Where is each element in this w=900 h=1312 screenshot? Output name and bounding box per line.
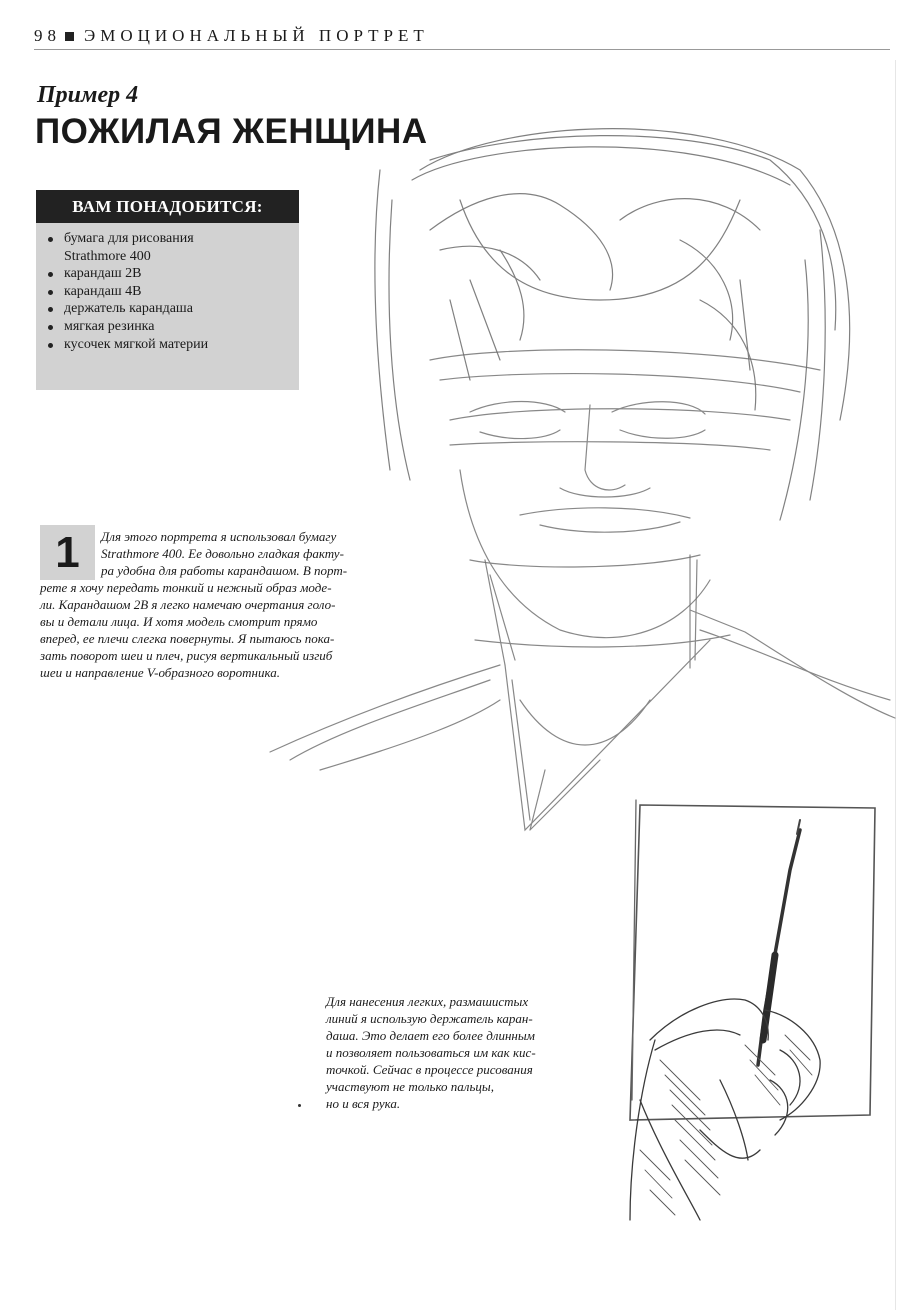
chapter-title: ЭМОЦИОНАЛЬНЫЙ ПОРТРЕТ [84, 26, 429, 45]
step-text-line: вперед, ее плечи слегка повернуты. Я пытаюсь пока- [40, 631, 335, 646]
list-item: мягкая резинка [48, 318, 299, 336]
list-item: держатель карандаша [48, 300, 299, 318]
supplies-box [36, 190, 299, 390]
list-item: кусочек мягкой материи [48, 336, 299, 354]
example-label: Пример 4 [37, 82, 139, 108]
page-title: ПОЖИЛАЯ ЖЕНЩИНА [35, 112, 428, 151]
paper-sheet-outline [630, 805, 875, 1120]
caption-line: линий я использую держатель каран- [326, 1011, 533, 1026]
step-number-box [40, 525, 95, 580]
page-number: 98 [34, 26, 61, 45]
caption-line: и позволяет пользоваться им как кис- [326, 1045, 536, 1060]
step-text-line: ра удобна для работы карандашом. В порт- [101, 563, 348, 578]
list-item: карандаш 2B [48, 265, 299, 283]
caption-line: но и вся рука. [326, 1096, 401, 1111]
caption-line: даша. Это делает его более длинным [326, 1028, 535, 1043]
list-item: карандаш 4B [48, 283, 299, 301]
step-text-line: вы и детали лица. И хотя модель смотрит прямо [40, 614, 318, 629]
step-text-line: Strathmore 400. Ее довольно гладкая факту- [101, 546, 344, 561]
hand-shape [630, 999, 820, 1220]
list-item: бумага для рисования Strathmore 400 [48, 230, 299, 265]
step-text-line: зать поворот шеи и плеч, рисуя вертикальный изгиб [40, 648, 333, 663]
caption-line: Для нанесения легких, размашистых [326, 994, 529, 1009]
step-text-line: Для этого портрета я использовал бумагу [101, 529, 337, 544]
step-text-line: рете я хочу передать тонкий и нежный образ моде- [40, 580, 332, 595]
hand-hatching [640, 1035, 812, 1215]
step-text-line: ли. Карандашом 2B я легко намечаю очертания голо- [40, 597, 336, 612]
caption-line: участвуют не только пальцы, [326, 1079, 494, 1094]
step-text-line: шеи и направление V-образного воротника. [40, 665, 280, 680]
supplies-list [36, 230, 299, 353]
step-number: 1 [55, 528, 80, 577]
stray-dot [298, 1104, 301, 1107]
caption-line: точкой. Сейчас в процессе рисования [326, 1062, 533, 1077]
supplies-heading: ВАМ ПОНАДОБИТСЯ: [36, 190, 299, 223]
